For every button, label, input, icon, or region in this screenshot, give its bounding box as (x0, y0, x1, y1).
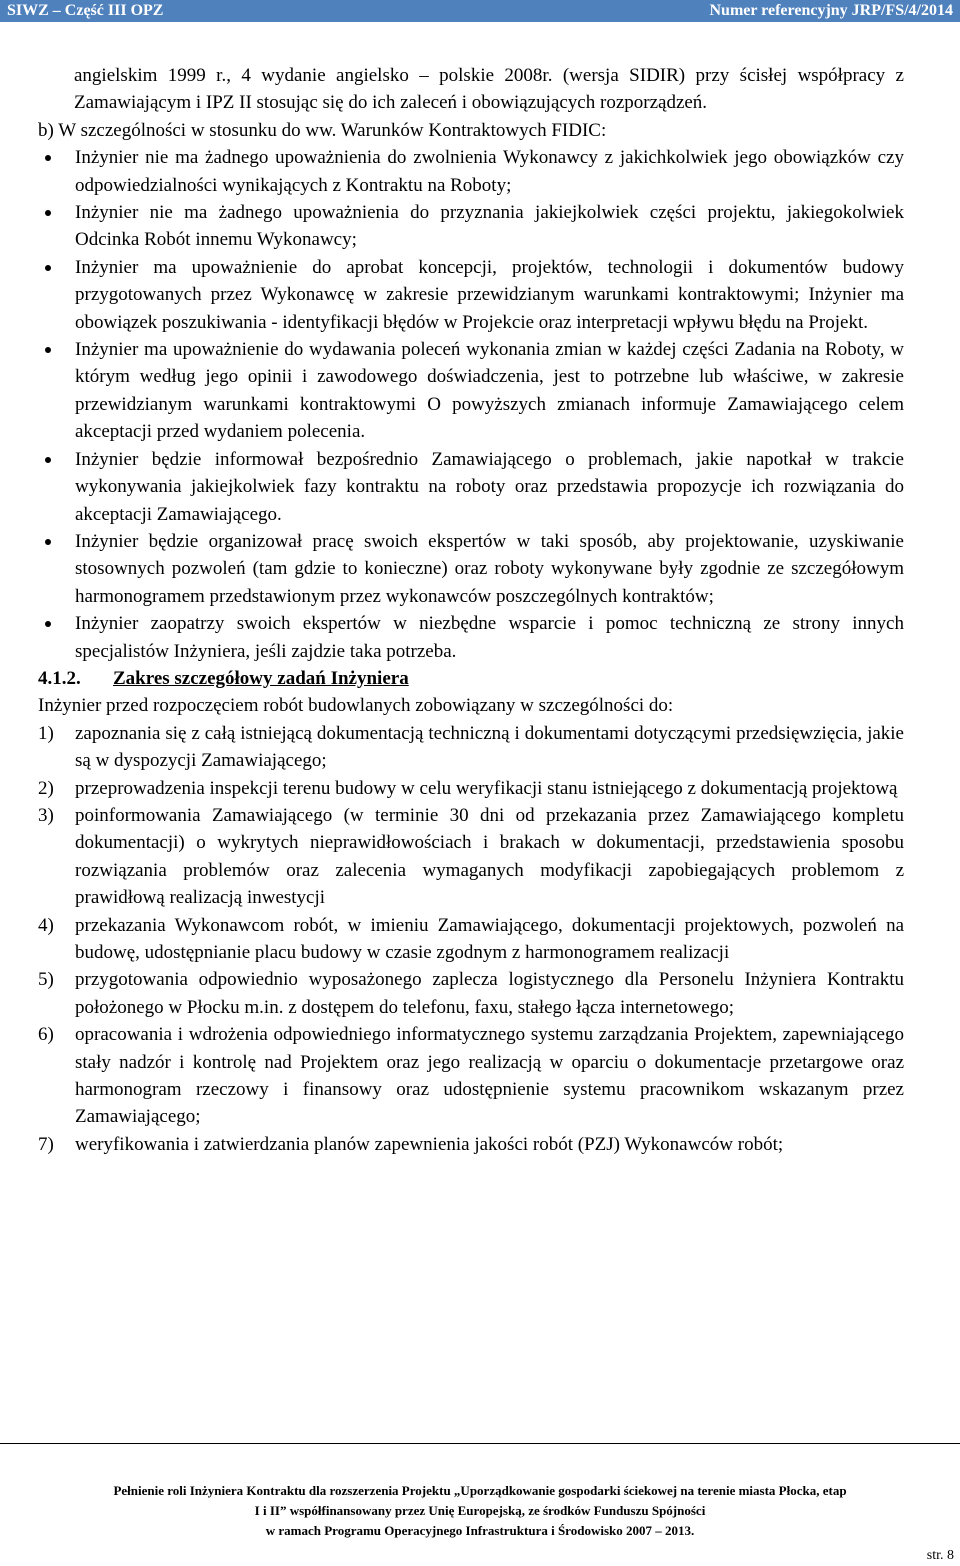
list-item (38, 1131, 904, 1158)
header-reference-number: Numer referencyjny JRP/FS/4/2014 (709, 2, 953, 19)
bullet-text: Inżynier będzie organizował pracę swoich ekspertów w taki sposób, aby projektowanie, uzyskiwanie stosownych pozwoleń (tam gdzie to konieczne) oraz roboty wykonywane były zgodnie ze szczegółowym harmonogramem przedstawionym przez wykonawców poszczególnych kontraktów; (75, 530, 904, 607)
page-number: str. 8 (926, 1548, 954, 1563)
footer-line: w ramach Programu Operacyjnego Infrastruktura i Środowisko 2007 – 2013. (265, 1523, 695, 1538)
bullet-text: Inżynier nie ma żadnego upoważnienia do przyznania jakiejkolwiek części projektu, jakiegokolwiek Odcinka Robót innemu Wykonawcy; (75, 202, 904, 251)
footer-divider (0, 1443, 960, 1444)
bullet-text: Inżynier nie ma żadnego upoważnienia do zwolnienia Wykonawcy z jakichkolwiek jego obowiązków czy odpowiedzialności wynikających z Kontraktu na Roboty; (75, 147, 904, 196)
bullet-item (38, 199, 904, 254)
list-item-text: przygotowania odpowiednio wyposażonego zaplecza logistycznego dla Personelu Inżyniera Kontraktu położonego w Płocku m.in. z dostępem do telefonu, faxu, stałego łącza internetowego; (75, 969, 904, 1018)
list-item-number: 6) (38, 1024, 54, 1046)
section-lead: Inżynier przed rozpoczęciem robót budowlanych zobowiązany w szczególności do: (38, 695, 674, 717)
list-item (38, 720, 904, 775)
bullet-icon (45, 210, 51, 216)
bullet-item (38, 446, 904, 528)
list-item (38, 912, 904, 967)
bullet-list (38, 144, 904, 665)
list-item-text: poinformowania Zamawiającego (w terminie 30 dni od przekazania przez Zamawiającego kompletu dokumentacji) o wykrytych nieprawidłowościach i brakach w dokumentacji, przedstawienia sposobu rozwiązania problemów oraz zalecenia wymaganych modyfikacji zapobiegających problemom z prawidłową realizacją inwestycji (75, 804, 904, 909)
bullet-text: Inżynier zaopatrzy swoich ekspertów w niezbędne wsparcie i pomoc techniczną ze strony innych specjalistów Inżyniera, jeśli zajdzie taka potrzeba. (75, 613, 904, 662)
bullet-icon (45, 265, 51, 271)
bullet-item (38, 144, 904, 199)
list-item (38, 1021, 904, 1131)
section-heading (38, 665, 904, 692)
list-item-number: 4) (38, 914, 54, 936)
document-body (38, 62, 904, 1158)
bullet-icon (45, 457, 51, 463)
section-title: Zakres szczegółowy zadań Inżyniera (113, 667, 409, 689)
bullet-icon (45, 155, 51, 161)
list-item-number: 5) (38, 969, 54, 991)
list-item (38, 966, 904, 1021)
bullet-text: Inżynier ma upoważnienie do wydawania poleceń wykonania zmian w każdej części Zadania na Roboty, w którym według jego opinii i zawodowego doświadczenia, jest to potrzebne lub właściwe, w zakresie przewidzianym warunkami kontraktowymi O powyższych zmianach informuje Zamawiającego celem akceptacji przed wydaniem polecenia. (75, 339, 904, 443)
list-item-number: 2) (38, 777, 54, 799)
page-header (0, 0, 960, 22)
list-item-number: 1) (38, 722, 54, 744)
bullet-text: Inżynier będzie informował bezpośrednio Zamawiającego o problemach, jakie napotkał w trakcie wykonywania jakiejkolwiek fazy kontraktu na roboty oraz przedstawia propozycje ich rozwiązania do akceptacji Zamawiającego. (75, 448, 904, 525)
list-item-number: 3) (38, 804, 54, 826)
bullet-icon (45, 347, 51, 353)
bullet-item (38, 336, 904, 446)
list-item-text: zapoznania się z całą istniejącą dokumentacją techniczną i dokumentami dotyczącymi przedsięwzięcia, jakie są w dyspozycji Zamawiającego; (75, 722, 904, 772)
bullet-item (38, 254, 904, 336)
item-b-heading: b) W szczególności w stosunku do ww. Warunków Kontraktowych FIDIC: (38, 119, 607, 141)
intro-paragraph: angielskim 1999 r., 4 wydanie angielsko – polskie 2008r. (wersja SIDIR) przy ścisłej współpracy z Zamawiającym i IPZ II stosując się do ich zaleceń i obowiązujących rozporządzeń. (74, 65, 904, 114)
list-item-number: 7) (38, 1133, 54, 1155)
list-item-text: przekazania Wykonawcom robót, w imieniu Zamawiającego, dokumentacji projektowych, pozwoleń na budowę, udostępnianie placu budowy w czasie zgodnym z harmonogramem realizacji (75, 914, 904, 963)
bullet-icon (45, 539, 51, 545)
numbered-list (38, 720, 904, 1159)
bullet-text: Inżynier ma upoważnienie do aprobat koncepcji, projektów, technologii i dokumentów budowy przygotowanych przez Wykonawcę w zakresie przewidzianym warunkami kontraktowymi; Inżynier ma obowiązek poszukiwania - identyfikacji błędów w Projekcie oraz interpretacji wpływu błędu na Projekt. (75, 256, 904, 333)
bullet-item (38, 610, 904, 665)
header-document-title: SIWZ – Część III OPZ (7, 2, 164, 19)
page-footer (0, 1481, 960, 1541)
section-number: 4.1.2. (38, 667, 81, 689)
footer-line: I i II” współfinansowany przez Unię Europejską, ze środków Funduszu Spójności (254, 1503, 706, 1518)
list-item-text: przeprowadzenia inspekcji terenu budowy w celu weryfikacji stanu istniejącego z dokumentacją projektową (75, 777, 898, 799)
footer-line: Pełnienie roli Inżyniera Kontraktu dla rozszerzenia Projektu „Uporządkowanie gospodarki ściekowej na terenie miasta Płocka, etap (113, 1483, 847, 1498)
list-item (38, 775, 904, 802)
list-item-text: opracowania i wdrożenia odpowiedniego informatycznego systemu zarządzania Projektem, zapewniającego stały nadzór i kontrolę nad Projektem oraz jego realizacją w oparciu o dokumentacje przetargowe oraz harmonogram rzeczowy i finansowy oraz udostępnienie systemu pracownikom wskazanym przez Zamawiającego; (75, 1024, 904, 1128)
bullet-icon (45, 621, 51, 627)
list-item-text: weryfikowania i zatwierdzania planów zapewnienia jakości robót (PZJ) Wykonawców robót; (75, 1133, 784, 1155)
bullet-item (38, 528, 904, 610)
list-item (38, 802, 904, 912)
